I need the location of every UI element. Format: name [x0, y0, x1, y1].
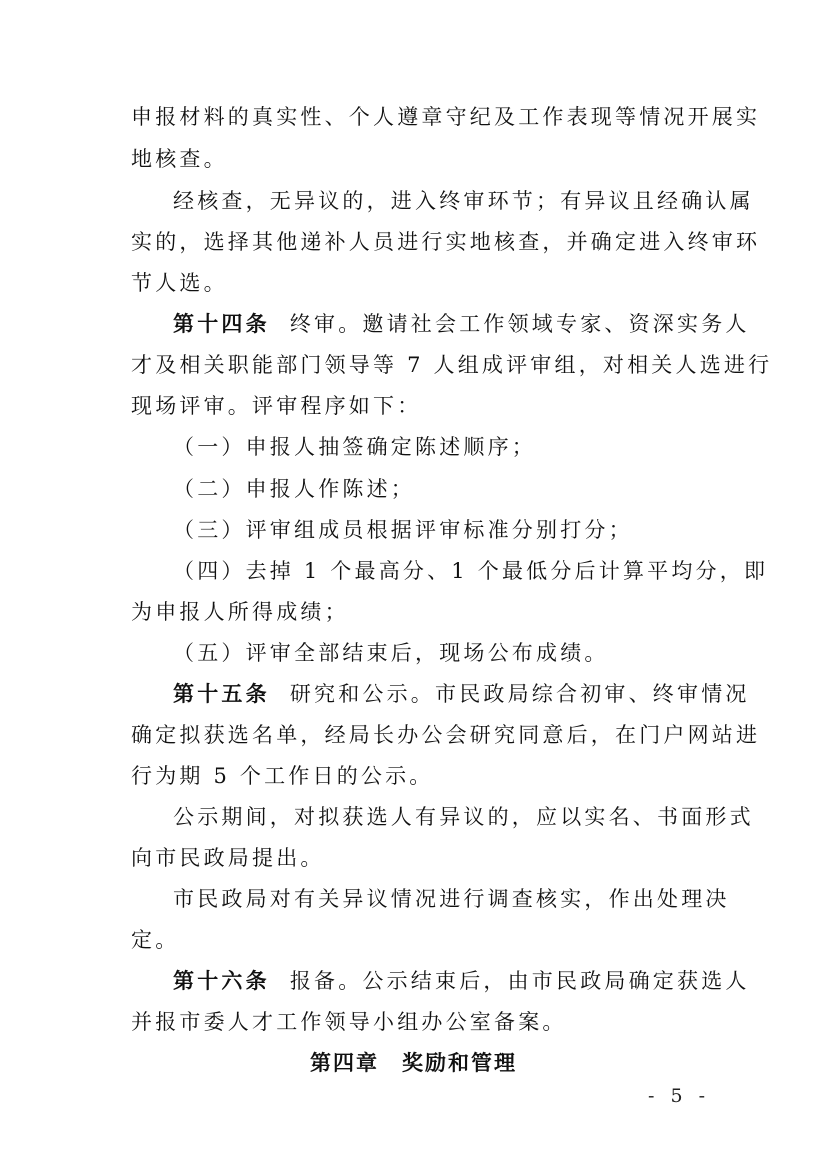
- list-item: （三）评审组成员根据评审标准分别打分；: [173, 518, 633, 542]
- text-line: 市民政局对有关异议情况进行调查核实，作出处理决: [173, 887, 730, 911]
- text-line: 并报市委人才工作领导小组办公室备案。: [131, 1010, 567, 1034]
- list-item: （四）去掉 1 个最高分、1 个最低分后计算平均分，即: [173, 559, 769, 583]
- text-line: 行为期 5 个工作日的公示。: [131, 764, 434, 788]
- text-line: 定。: [131, 928, 180, 952]
- text-line: 确定拟获选名单，经局长办公会研究同意后，在门户网站进: [131, 723, 761, 747]
- list-item: （五）评审全部结束后，现场公布成绩。: [173, 641, 609, 665]
- article-15-line: [173, 679, 750, 709]
- text-line: 经核查，无异议的，进入终审环节；有异议且经确认属: [173, 189, 754, 213]
- text-line: 实的，选择其他递补人员进行实地核查，并确定进入终审环: [131, 230, 761, 254]
- article-16-text: 报备。公示结束后，由市民政局确定获选人: [289, 969, 750, 993]
- text-line: 才及相关职能部门领导等 7 人组成评审组，对相关人选进行: [131, 353, 773, 377]
- article-16-line: [173, 966, 750, 996]
- list-item: （二）申报人作陈述；: [173, 477, 415, 501]
- text-line: 向市民政局提出。: [131, 846, 325, 870]
- article-15-label: 第十五条: [173, 682, 270, 706]
- article-14-line: [173, 309, 750, 339]
- chapter-heading: 第四章 奖励和管理: [310, 1051, 517, 1075]
- page-number: - 5 -: [648, 1085, 711, 1107]
- text-line: 公示期间，对拟获选人有异议的，应以实名、书面形式: [173, 805, 754, 829]
- list-item: （一）申报人抽签确定陈述顺序；: [173, 435, 536, 459]
- article-15-text: 研究和公示。市民政局综合初审、终审情况: [289, 682, 750, 706]
- article-14-label: 第十四条: [173, 312, 270, 336]
- text-line: 地核查。: [131, 147, 228, 171]
- text-line: 申报材料的真实性、个人遵章守纪及工作表现等情况开展实: [131, 105, 761, 129]
- text-line: 节人选。: [131, 271, 228, 295]
- list-item-continuation: 为申报人所得成绩；: [131, 600, 349, 624]
- text-line: 现场评审。评审程序如下：: [131, 394, 422, 418]
- article-16-label: 第十六条: [173, 969, 270, 993]
- article-14-text: 终审。邀请社会工作领域专家、资深实务人: [289, 312, 750, 336]
